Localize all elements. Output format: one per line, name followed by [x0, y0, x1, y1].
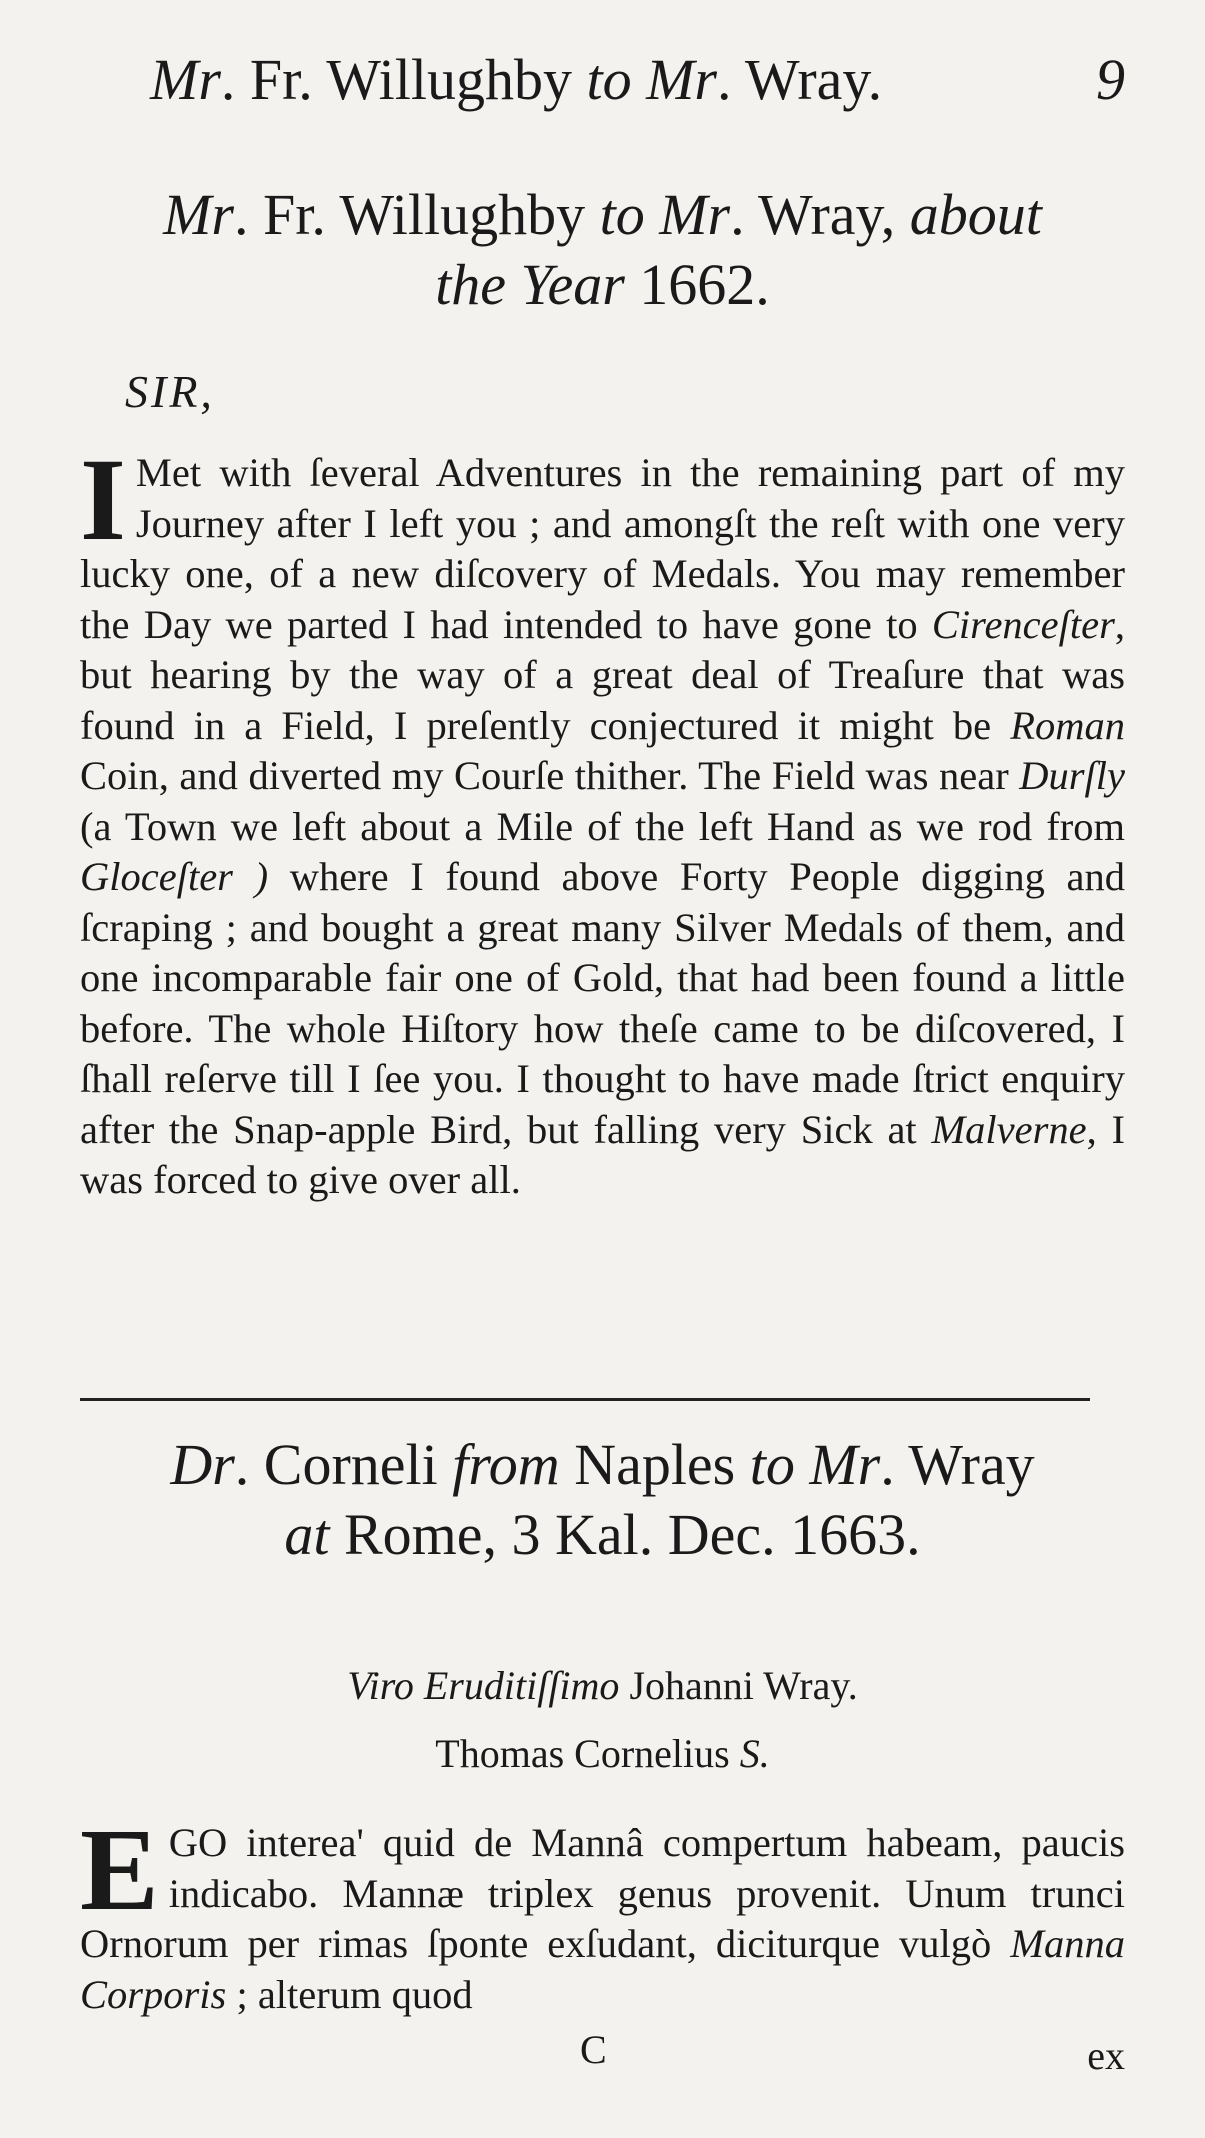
signature-mark: C [580, 2027, 607, 2072]
text-run: Durſly [1019, 753, 1125, 798]
text-run: Johanni Wray. [619, 1663, 858, 1708]
text-run: Coin, and diverted my Courſe thither. The Field was near [80, 753, 1020, 798]
text-run: Viro Eruditiſſimo [347, 1663, 620, 1708]
running-head [150, 40, 1125, 120]
catchword: ex [1087, 2033, 1125, 2078]
letter-1-heading-line-1 [80, 180, 1125, 250]
running-head-title [150, 40, 882, 120]
text-run: Manna Corporis [80, 1921, 1125, 2017]
text-run: . Wray, [730, 182, 910, 247]
letter-2-dropcap: E [80, 1804, 159, 1935]
text-run: Roman [1010, 702, 1125, 748]
letter-1-body-text [80, 434, 1125, 1202]
letter-2-body [80, 1804, 1125, 2020]
text-run: . Fr. Willughby [220, 47, 587, 112]
text-run: ; alterum quod [226, 1971, 473, 2017]
text-run: to Mr [586, 47, 717, 112]
letter-1-dropcap: I [80, 434, 126, 565]
letter-1-salutation: SIR, [125, 366, 215, 417]
text-run: at [284, 1502, 330, 1567]
letter-2-address-line-1 [80, 1658, 1125, 1714]
letter-1-heading [80, 180, 1125, 320]
text-run: Mr [163, 182, 234, 247]
text-run: Gloceſter ) [80, 854, 269, 899]
text-run: 1662. [624, 252, 770, 317]
text-run: . Wray. [716, 47, 883, 112]
text-run: , I was forced to give over all. [80, 1106, 1125, 1202]
text-run: . Wray [880, 1432, 1035, 1497]
text-run: Malverne [931, 1106, 1087, 1152]
letter-1-body [80, 434, 1125, 1206]
text-run: GO interea' quid de Mannâ compertum habeam, paucis indicabo. Mannæ triplex genus provenit. Unum trunci Ornorum per rimas ſponte exſudant, diciturque vulgò [80, 1820, 1125, 1966]
text-run: Rome, 3 Kal. Dec. 1663. [329, 1502, 921, 1567]
text-run: from [452, 1432, 560, 1497]
text-run: . Fr. Willughby [234, 182, 600, 247]
text-run: to Mr [749, 1432, 881, 1497]
letter-2-heading-line-1 [80, 1430, 1125, 1500]
text-run: S. [739, 1731, 770, 1776]
text-run: about [909, 182, 1042, 247]
text-run: the Year [435, 252, 625, 317]
text-run: to Mr [599, 182, 731, 247]
letter-2-heading-line-2 [80, 1500, 1125, 1570]
text-run: . Corneli [234, 1432, 453, 1497]
text-run: (a Town we left about a Mile of the left Hand as we rod from [80, 803, 1125, 849]
text-run: Naples [559, 1432, 750, 1497]
letter-1-heading-line-2 [80, 250, 1125, 320]
letter-2-address-line-2 [80, 1726, 1125, 1782]
letter-2-body-text [80, 1804, 1125, 2017]
text-run: Cirenceſter [931, 601, 1115, 647]
text-run: Mr [150, 47, 221, 112]
text-run: Met with ſeveral Adventures in the remaining part of my Journey after I left you ; and amongſt the reſt with one very lucky one, of a new diſcovery of Medals. You may remember the Day we parted I had intended to have gone to [80, 450, 1125, 647]
text-run: , but hearing by the way of a great deal of Treaſure that was found in a Field, I preſently conjectured it might be [80, 601, 1125, 748]
text-run: Dr [170, 1432, 235, 1497]
letter-2-heading [80, 1430, 1125, 1570]
text-run: Thomas Cornelius [435, 1731, 740, 1776]
page-number: 9 [1096, 47, 1125, 112]
text-run: where I found above Forty People digging and ſcraping ; and bought a great many Silver Medals of them, and one incomparable fair one of Gold, that had been found a little before. The whole Hiſtory how theſe came to be diſcovered, I ſhall reſerve till I ſee you. I thought to have made ſtrict enquiry after the Snap-apple Bird, but falling very Sick at [80, 854, 1125, 1152]
section-divider [80, 1398, 1090, 1401]
